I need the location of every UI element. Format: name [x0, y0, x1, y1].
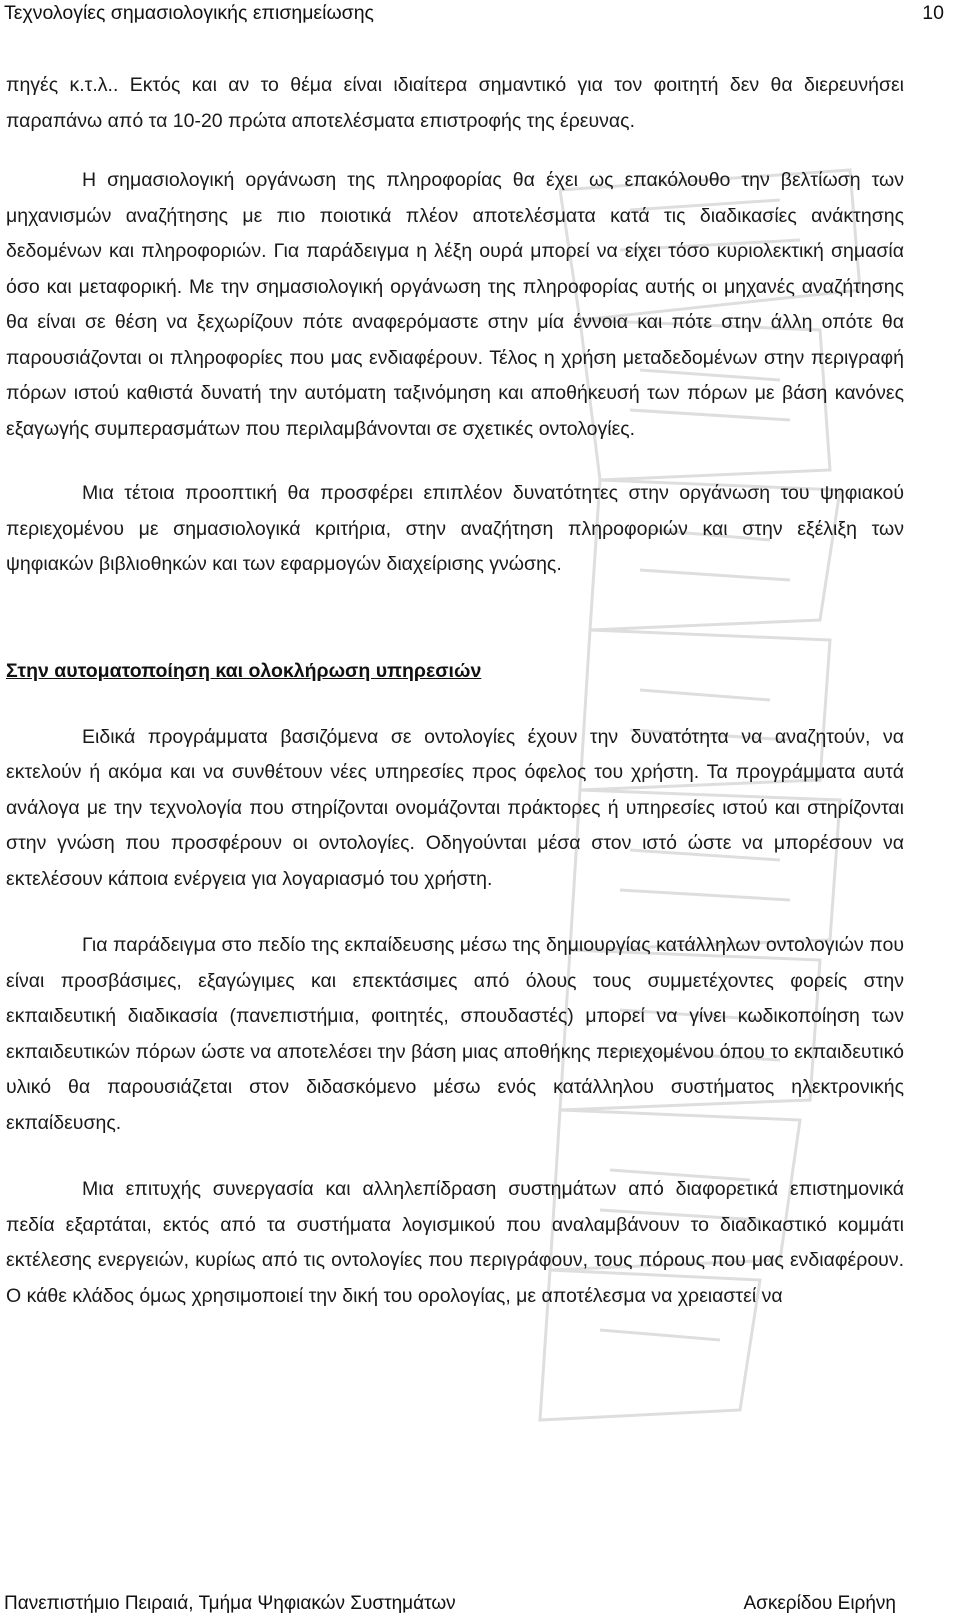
paragraph-2: Η σημασιολογική οργάνωση της πληροφορίας θα έχει ως επακόλουθο την βελτίωση των μηχανισμών αναζήτησης με πιο ποιοτικά πλέον αποτελέσματα κατά τις διαδικασίες ανάκτησης δεδομένων και πληροφοριών. Για παράδειγμα η λέξη ουρά μπορεί να είχει τόσο κυριολεκτική σημασία όσο και μεταφορική. Με την σημασιολογική οργάνωση της πληροφορίας αυτής οι μηχανές αναζήτησης θα είναι σε θέση να ξεχωρίζουν πότε αναφερόμαστε στην μία έννοια και πότε στην άλλη οπότε θα παρουσιάζονται οι πληροφορίες που μας ενδιαφέρουν. Τέλος η χρήση μεταδεδομένων στην περιγραφή πόρων ιστού καθιστά δυνατή την αυτόματη ταξινόμηση και αποθήκευσή των πόρων με βάση κανόνες εξαγωγής συμπερασμάτων που περιλαμβάνονται σε σχετικές οντολογίες. [6, 169, 904, 440]
paragraph-3: Μια τέτοια προοπτική θα προσφέρει επιπλέον δυνατότητες στην οργάνωση του ψηφιακού περιεχομένου με σημασιολογικά κριτήρια, στην αναζήτηση πληροφοριών και στην εξέλιξη των ψηφιακών βιβλιοθηκών και των εφαρμογών διαχείρισης γνώσης. [6, 482, 904, 575]
footer-institution: Πανεπιστήμιο Πειραιά, Τμήμα Ψηφιακών Συστημάτων [4, 1593, 456, 1614]
section-heading: Στην αυτοματοποίηση και ολοκλήρωση υπηρεσιών [6, 659, 482, 682]
header-title: Τεχνολογίες σημασιολογικής επισημείωσης [4, 2, 374, 24]
page-number: 10 [922, 2, 944, 24]
document-body [6, 68, 904, 1314]
paragraph-4: Ειδικά προγράμματα βασιζόμενα σε οντολογίες έχουν την δυνατότητα να αναζητούν, να εκτελούν ή ακόμα και να συνθέτουν νέες υπηρεσίες προς όφελος του χρήστη. Τα προγράμματα αυτά ανάλογα με την τεχνολογία που στηρίζονται ονομάζονται πράκτορες ή υπηρεσίες ιστού και στηρίζονται στην γνώση που προσφέρουν οι οντολογίες. Οδηγούνται μέσα στον ιστό ώστε να μπορέσουν να εκτελέσουν κάποια ενέργεια για λογαριασμό του χρήστη. [6, 725, 904, 890]
paragraph-5: Για παράδειγμα στο πεδίο της εκπαίδευσης μέσω της δημιουργίας κατάλληλων οντολογιών που είναι προσβάσιμες, εξαγώγιμες και επεκτάσιμες από όλους τους συμμετέχοντες φορείς στην εκπαιδευτική διαδικασία (πανεπιστήμια, φοιτητές, σπουδαστές) μπορεί να γίνει κωδικοποίηση των εκπαιδευτικών πόρων ώστε να αποτελέσει την βάση μιας αποθήκης περιεχομένου όπου το εκπαιδευτικό υλικό θα παρουσιάζεται στον διδασκόμενο μέσω ενός κατάλληλου συστήματος ηλεκτρονικής εκπαίδευσης. [6, 934, 904, 1134]
paragraph-6: Μια επιτυχής συνεργασία και αλληλεπίδραση συστημάτων από διαφορετικά επιστημονικά πεδία εξαρτάται, εκτός από τα συστήματα λογισμικού που αναλαμβάνουν το διαδικαστικό κομμάτι εκτέλεσης ενεργειών, κυρίως από τις οντολογίες που περιγράφουν, τους πόρους που μας ενδιαφέρουν. Ο κάθε κλάδος όμως χρησιμοποιεί την δική του ορολογίας, με αποτέλεσμα να χρειαστεί να [6, 1178, 904, 1307]
page-footer [0, 1591, 960, 1621]
paragraph-1: πηγές κ.τ.λ.. Εκτός και αν το θέμα είναι ιδιαίτερα σημαντικό για τον φοιτητή δεν θα διερευνήσει παραπάνω από τα 10-20 πρώτα αποτελέσματα επιστροφής της έρευνας. [6, 74, 904, 132]
page-header [0, 0, 960, 30]
footer-author: Ασκερίδου Ειρήνη [743, 1593, 896, 1614]
